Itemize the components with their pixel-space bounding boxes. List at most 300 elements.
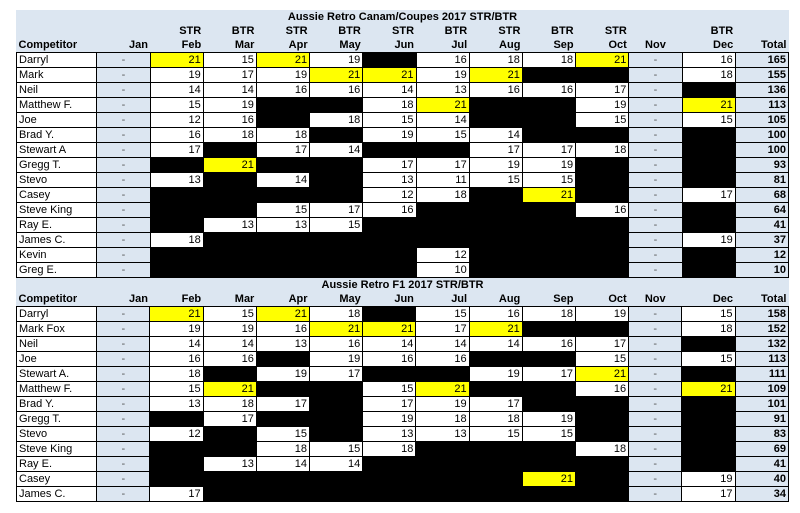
total-points: 113 (735, 98, 788, 113)
column-header-competitor: Competitor (17, 292, 97, 307)
no-round-cell: - (629, 263, 682, 278)
no-entry-cell (256, 487, 309, 502)
no-entry-cell (150, 248, 203, 263)
no-entry-cell (469, 442, 522, 457)
points-cell: 19 (363, 128, 416, 143)
no-entry-cell (363, 218, 416, 233)
no-round-cell: - (97, 53, 150, 68)
no-entry-cell (203, 442, 256, 457)
competitor-name: Darryl (17, 53, 97, 68)
no-entry-cell (469, 472, 522, 487)
no-round-cell: - (97, 83, 150, 98)
points-cell: 18 (363, 98, 416, 113)
points-cell: 18 (416, 412, 469, 427)
no-entry-cell (469, 487, 522, 502)
points-cell: 16 (522, 83, 575, 98)
competitor-name: Stevo (17, 427, 97, 442)
no-entry-cell (575, 322, 628, 337)
points-cell: 18 (256, 442, 309, 457)
win-points-cell: 21 (256, 307, 309, 322)
no-round-cell: - (97, 143, 150, 158)
competitor-name: Matthew F. (17, 98, 97, 113)
column-header-mar: Mar (203, 38, 256, 53)
no-round-cell: - (97, 128, 150, 143)
points-cell: 18 (363, 442, 416, 457)
total-points: 152 (735, 322, 788, 337)
no-entry-cell (150, 188, 203, 203)
points-cell: 12 (150, 113, 203, 128)
table-row (17, 487, 789, 502)
points-cell: 15 (310, 442, 363, 457)
no-round-cell: - (97, 457, 150, 472)
no-entry-cell (469, 203, 522, 218)
points-cell: 15 (203, 53, 256, 68)
column-header-jun: Jun (363, 38, 416, 53)
points-cell: 17 (469, 397, 522, 412)
points-cell: 18 (682, 68, 735, 83)
no-entry-cell (469, 233, 522, 248)
no-entry-cell (576, 233, 629, 248)
no-round-cell: - (629, 233, 682, 248)
points-cell: 19 (310, 53, 363, 68)
no-entry-cell (682, 337, 735, 352)
no-entry-cell (150, 472, 203, 487)
race-type-label: BTR (203, 24, 256, 38)
no-entry-cell (522, 248, 575, 263)
points-cell: 18 (203, 128, 256, 143)
column-header-total: Total (735, 292, 788, 307)
points-cell: 18 (310, 307, 363, 322)
points-cell: 14 (363, 337, 416, 352)
points-cell: 15 (522, 173, 575, 188)
no-entry-cell (576, 68, 629, 83)
table-row (17, 382, 789, 397)
table-title: Aussie Retro F1 2017 STR/BTR (17, 278, 789, 292)
points-cell: 16 (416, 53, 469, 68)
no-entry-cell (522, 218, 575, 233)
no-entry-cell (363, 472, 416, 487)
win-points-cell: 21 (150, 307, 203, 322)
table-row (17, 83, 789, 98)
no-entry-cell (310, 188, 363, 203)
points-cell: 14 (416, 113, 469, 128)
total-points: 40 (735, 472, 788, 487)
no-round-cell: - (97, 263, 150, 278)
column-header-jul: Jul (416, 292, 469, 307)
race-type-label (17, 24, 97, 38)
points-cell: 13 (256, 337, 309, 352)
table-row (17, 337, 789, 352)
total-points: 109 (735, 382, 788, 397)
no-entry-cell (310, 397, 363, 412)
points-cell: 17 (682, 487, 735, 502)
points-cell: 16 (150, 352, 203, 367)
no-round-cell: - (629, 128, 682, 143)
no-entry-cell (522, 68, 575, 83)
column-header-oct: Oct (576, 38, 629, 53)
no-entry-cell (203, 427, 256, 442)
points-cell: 16 (150, 128, 203, 143)
points-cell: 19 (203, 322, 256, 337)
points-cell: 14 (150, 337, 203, 352)
points-cell: 19 (310, 352, 363, 367)
no-round-cell: - (97, 307, 150, 322)
total-points: 34 (735, 487, 788, 502)
win-points-cell: 21 (203, 382, 256, 397)
total-points: 41 (735, 457, 788, 472)
no-entry-cell (310, 128, 363, 143)
no-entry-cell (150, 218, 203, 233)
no-entry-cell (310, 263, 363, 278)
no-entry-cell (150, 263, 203, 278)
total-points: 91 (735, 412, 788, 427)
table-row (17, 128, 789, 143)
no-entry-cell (363, 367, 416, 382)
points-cell: 16 (363, 352, 416, 367)
column-header-jan: Jan (97, 38, 150, 53)
points-cell: 19 (256, 367, 309, 382)
no-entry-cell (256, 233, 309, 248)
points-cell: 16 (469, 307, 522, 322)
points-cell: 18 (576, 143, 629, 158)
points-cell: 17 (682, 188, 735, 203)
no-round-cell: - (629, 143, 682, 158)
total-points: 158 (735, 307, 788, 322)
points-cell: 16 (682, 53, 735, 68)
points-cell: 19 (522, 158, 575, 173)
no-entry-cell (682, 412, 735, 427)
no-entry-cell (363, 143, 416, 158)
no-round-cell: - (97, 158, 150, 173)
points-cell: 16 (522, 337, 575, 352)
points-cell: 18 (150, 233, 203, 248)
points-cell: 17 (416, 158, 469, 173)
no-round-cell: - (97, 173, 150, 188)
column-header-mar: Mar (203, 292, 256, 307)
no-round-cell: - (629, 427, 682, 442)
no-entry-cell (682, 427, 735, 442)
points-cell: 16 (575, 382, 628, 397)
no-entry-cell (256, 113, 309, 128)
points-cell: 18 (203, 397, 256, 412)
win-points-cell: 21 (150, 53, 203, 68)
column-header-aug: Aug (469, 292, 522, 307)
points-cell: 18 (682, 322, 735, 337)
no-entry-cell (363, 53, 416, 68)
race-type-label: BTR (310, 24, 363, 38)
no-round-cell: - (629, 442, 682, 457)
total-points: 64 (735, 203, 788, 218)
total-points: 83 (735, 427, 788, 442)
points-cell: 18 (150, 367, 203, 382)
column-header-jul: Jul (416, 38, 469, 53)
no-entry-cell (575, 457, 628, 472)
no-entry-cell (522, 397, 575, 412)
points-cell: 19 (203, 98, 256, 113)
total-points: 100 (735, 143, 788, 158)
no-entry-cell (416, 143, 469, 158)
total-points: 10 (735, 263, 788, 278)
table-title: Aussie Retro Canam/Coupes 2017 STR/BTR (17, 10, 789, 24)
table-row (17, 113, 789, 128)
no-entry-cell (310, 173, 363, 188)
no-entry-cell (469, 113, 522, 128)
no-entry-cell (576, 128, 629, 143)
points-cell: 17 (150, 487, 203, 502)
no-entry-cell (469, 263, 522, 278)
column-header-apr: Apr (256, 38, 309, 53)
points-cell: 17 (256, 397, 309, 412)
table-row (17, 218, 789, 233)
points-cell: 19 (682, 472, 735, 487)
no-entry-cell (469, 457, 522, 472)
competitor-name: Casey (17, 188, 97, 203)
win-points-cell: 21 (522, 472, 575, 487)
no-entry-cell (203, 487, 256, 502)
points-cell: 13 (203, 218, 256, 233)
race-type-label (735, 24, 788, 38)
points-cell: 16 (310, 83, 363, 98)
points-cell: 13 (203, 457, 256, 472)
no-entry-cell (575, 472, 628, 487)
no-entry-cell (575, 412, 628, 427)
points-cell: 16 (469, 83, 522, 98)
table-row (17, 188, 789, 203)
no-round-cell: - (97, 113, 150, 128)
no-entry-cell (682, 173, 735, 188)
no-entry-cell (522, 352, 575, 367)
points-cell: 15 (682, 352, 735, 367)
points-cell: 16 (203, 352, 256, 367)
no-entry-cell (469, 98, 522, 113)
win-points-cell: 21 (363, 68, 416, 83)
points-cell: 15 (416, 307, 469, 322)
points-cell: 15 (310, 218, 363, 233)
points-cell: 12 (363, 188, 416, 203)
race-type-label: STR (256, 24, 309, 38)
competitor-name: James C. (17, 233, 97, 248)
no-entry-cell (522, 203, 575, 218)
points-cell: 18 (522, 307, 575, 322)
competitor-name: Gregg T. (17, 412, 97, 427)
no-entry-cell (682, 158, 735, 173)
no-entry-cell (522, 113, 575, 128)
no-round-cell: - (629, 472, 682, 487)
points-cell: 17 (416, 322, 469, 337)
points-cell: 16 (203, 113, 256, 128)
points-cell: 14 (203, 337, 256, 352)
points-cell: 17 (522, 367, 575, 382)
win-points-cell: 21 (682, 98, 735, 113)
points-cell: 15 (522, 427, 575, 442)
no-entry-cell (150, 158, 203, 173)
no-round-cell: - (629, 188, 682, 203)
points-cell: 16 (416, 352, 469, 367)
no-round-cell: - (97, 397, 150, 412)
win-points-cell: 21 (469, 68, 522, 83)
points-cell: 19 (469, 367, 522, 382)
column-header-aug: Aug (469, 38, 522, 53)
table-row (17, 203, 789, 218)
points-cell: 18 (416, 188, 469, 203)
points-cell: 13 (363, 427, 416, 442)
points-cell: 19 (682, 233, 735, 248)
no-round-cell: - (97, 322, 150, 337)
no-entry-cell (203, 143, 256, 158)
no-round-cell: - (97, 188, 150, 203)
no-entry-cell (682, 143, 735, 158)
no-entry-cell (522, 487, 575, 502)
race-type-label: STR (150, 24, 203, 38)
column-header-total: Total (735, 38, 788, 53)
win-points-cell: 21 (682, 382, 735, 397)
competitor-name: Steve King (17, 203, 97, 218)
points-cell: 14 (416, 337, 469, 352)
race-type-row (17, 24, 789, 38)
points-cell: 17 (522, 143, 575, 158)
competitor-name: Stevo (17, 173, 97, 188)
no-entry-cell (310, 412, 363, 427)
competitor-name: Greg E. (17, 263, 97, 278)
points-cell: 18 (310, 113, 363, 128)
points-cell: 15 (576, 113, 629, 128)
no-entry-cell (682, 442, 735, 457)
no-round-cell: - (97, 487, 150, 502)
points-cell: 19 (363, 412, 416, 427)
win-points-cell: 21 (576, 53, 629, 68)
points-cell: 17 (256, 143, 309, 158)
no-entry-cell (150, 442, 203, 457)
no-round-cell: - (97, 98, 150, 113)
points-cell: 14 (469, 128, 522, 143)
no-entry-cell (363, 457, 416, 472)
total-points: 155 (735, 68, 788, 83)
header-row (17, 292, 789, 307)
no-round-cell: - (629, 158, 682, 173)
no-round-cell: - (97, 218, 150, 233)
column-header-nov: Nov (629, 38, 682, 53)
no-entry-cell (416, 487, 469, 502)
win-points-cell: 21 (416, 382, 469, 397)
win-points-cell: 21 (416, 98, 469, 113)
no-entry-cell (256, 472, 309, 487)
points-cell: 17 (363, 397, 416, 412)
column-header-nov: Nov (629, 292, 682, 307)
no-entry-cell (575, 427, 628, 442)
no-entry-cell (469, 382, 522, 397)
column-header-jun: Jun (363, 292, 416, 307)
points-cell: 19 (416, 397, 469, 412)
points-cell: 17 (203, 68, 256, 83)
points-cell: 15 (256, 203, 309, 218)
no-entry-cell (575, 487, 628, 502)
points-cell: 16 (256, 83, 309, 98)
table-row (17, 442, 789, 457)
points-cell: 14 (310, 457, 363, 472)
total-points: 41 (735, 218, 788, 233)
no-round-cell: - (97, 382, 150, 397)
table-row (17, 53, 789, 68)
no-entry-cell (203, 472, 256, 487)
no-entry-cell (682, 83, 735, 98)
points-cell: 19 (469, 158, 522, 173)
no-entry-cell (363, 307, 416, 322)
competitor-name: Stewart A (17, 143, 97, 158)
points-cell: 19 (576, 98, 629, 113)
race-type-label: STR (363, 24, 416, 38)
points-cell: 19 (416, 68, 469, 83)
no-entry-cell (682, 218, 735, 233)
no-entry-cell (522, 128, 575, 143)
no-entry-cell (576, 158, 629, 173)
table-row (17, 248, 789, 263)
no-entry-cell (256, 382, 309, 397)
no-entry-cell (682, 128, 735, 143)
total-points: 111 (735, 367, 788, 382)
spreadsheet (16, 10, 789, 502)
no-round-cell: - (97, 427, 150, 442)
points-cell: 18 (522, 53, 575, 68)
no-round-cell: - (629, 248, 682, 263)
no-entry-cell (416, 442, 469, 457)
no-round-cell: - (97, 367, 150, 382)
points-cell: 14 (150, 83, 203, 98)
points-cell: 15 (363, 113, 416, 128)
points-cell: 15 (150, 98, 203, 113)
total-points: 136 (735, 83, 788, 98)
no-entry-cell (522, 382, 575, 397)
points-cell: 14 (363, 83, 416, 98)
competitor-name: Mark (17, 68, 97, 83)
column-header-may: May (310, 292, 363, 307)
points-cell: 19 (150, 68, 203, 83)
column-header-sep: Sep (522, 292, 575, 307)
table-row (17, 143, 789, 158)
no-entry-cell (575, 397, 628, 412)
race-type-label (97, 24, 150, 38)
no-round-cell: - (97, 337, 150, 352)
table-row (17, 233, 789, 248)
no-round-cell: - (629, 307, 682, 322)
points-cell: 16 (256, 322, 309, 337)
competitor-name: Joe (17, 113, 97, 128)
table-row (17, 397, 789, 412)
competitor-name: Gregg T. (17, 158, 97, 173)
points-cell: 15 (575, 352, 628, 367)
points-cell: 15 (416, 128, 469, 143)
table-row (17, 427, 789, 442)
points-cell: 18 (469, 53, 522, 68)
no-entry-cell (469, 352, 522, 367)
no-entry-cell (682, 263, 735, 278)
no-round-cell: - (629, 68, 682, 83)
no-entry-cell (150, 203, 203, 218)
race-type-label: BTR (682, 24, 735, 38)
no-round-cell: - (629, 337, 682, 352)
points-cell: 14 (256, 457, 309, 472)
no-round-cell: - (629, 487, 682, 502)
win-points-cell: 21 (522, 188, 575, 203)
no-round-cell: - (629, 352, 682, 367)
total-points: 81 (735, 173, 788, 188)
win-points-cell: 21 (469, 322, 522, 337)
no-round-cell: - (629, 367, 682, 382)
no-entry-cell (469, 248, 522, 263)
no-round-cell: - (629, 173, 682, 188)
no-entry-cell (203, 188, 256, 203)
points-cell: 15 (682, 307, 735, 322)
no-round-cell: - (97, 203, 150, 218)
